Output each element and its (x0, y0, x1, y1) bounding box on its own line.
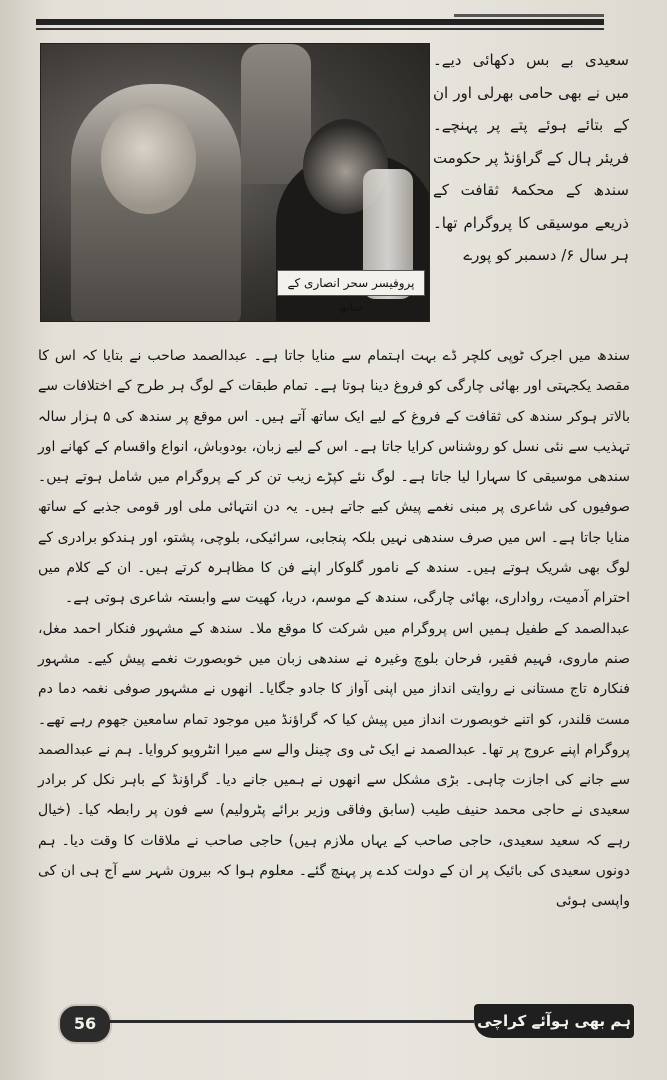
side-paragraph: سعیدی بے بس دکھائی دیے۔ میں نے بھی حامی بھرلی اور ان کے بتائے ہوئے پتے پر پہنچے۔ فریئر ہال کے گراؤنڈ پر حکومت سندھ کے محکمۂ ثقافت کے ذریعے موسیقی کا پروگرام تھا۔ ہر سال ۶/ دسمبر کو پورے (433, 51, 629, 264)
article-photo (40, 43, 430, 322)
body-paragraph-1: سندھ میں اجرک ٹوپی کلچر ڈے بہت اہتمام سے منایا جاتا ہے۔ عبدالصمد صاحب نے بتایا کہ اس کا مقصد یکجہتی اور بھائی چارگی کو فروغ دینا ہوتا ہے۔ تمام طبقات کے لوگ ہر طرح کے اختلافات سے بالاتر ہوکر سندھ کی ثقافت کے فروغ کے لیے ایک ساتھ آتے ہیں۔ اس موقع پر سندھ کی ۵ ہزار سالہ تہذیب سے نئی نسل کو روشناس کرایا جاتا ہے۔ اس کے لیے زبان، بودوباش، انواع واقسام کے کھانے اور سندھی موسیقی کا سہارا لیا جاتا ہے۔ لوگ نئے کپڑے زیب تن کر کے پروگرام میں شامل ہوتے ہیں۔ صوفیوں کی شاعری پر مبنی نغمے پیش کیے جاتے ہیں۔ یہ دن انتہائی ملی اور قومی جذبے کے ساتھ منایا جاتا ہے۔ اس میں صرف سندھی نہیں بلکہ پنجابی، سرائیکی، بلوچی، پشتو، اور ہندکو برادری کے لوگ بھی شریک ہوتے ہیں۔ سندھ کے نامور گلوکار اپنے فن کا مظاہرہ کرتے ہیں۔ ان کے کلام میں احترام آدمیت، رواداری، بھائی چارگی، سندھ کے موسم، دریا، کھیت سے وابستہ شاعری ہوتی ہے۔ (38, 348, 630, 607)
body-paragraph-2: عبدالصمد کے طفیل ہمیں اس پروگرام میں شرکت کا موقع ملا۔ سندھ کے مشہور فنکار احمد مغل، صنم ماروی، فہیم فقیر، فرحان بلوچ وغیرہ نے سندھی زبان میں خوبصورت نغمے پیش کیے۔ مشہور فنکارہ تاج مستانی نے روایتی انداز میں اپنی آواز کا جادو جگایا۔ انھوں نے مشہور صوفی نغمہ دما دم مست قلندر، کو اتنے خوبصورت انداز میں پیش کیا کہ گراؤنڈ میں موجود تمام سامعین جھوم رہے تھے۔ پروگرام اپنے عروج پر تھا۔ عبدالصمد نے ایک ٹی وی چینل والے سے میرا انٹرویو کروایا۔ ہم نے عبدالصمد سے جانے کی اجازت چاہی۔ بڑی مشکل سے انھوں نے ہمیں جانے دیا۔ گراؤنڈ کے باہر نکل کر برادر سعیدی نے حاجی محمد حنیف طیب (سابق وفاقی وزیر برائے پٹرولیم) سے فون پر رابطہ کیا۔ (خیال رہے کہ سعید سعیدی، حاجی صاحب کے یہاں ملازم ہیں) حاجی صاحب نے ملاقات کا وقت دیا۔ ہم دونوں سعیدی کی بائیک پر ان کے دولت کدے پر پہنچ گئے۔ معلوم ہوا کہ بیرون شہر سے آج ہی ان کی واپسی ہوئی (38, 620, 630, 910)
page-number: 56 (58, 1004, 112, 1044)
running-title: ہم بھی ہوآئے کراچی (474, 1004, 634, 1038)
page-footer (40, 1004, 634, 1042)
photo-caption: پروفیسر سحر انصاری کے ساتھ (277, 270, 425, 296)
side-column-text (433, 44, 629, 272)
top-decorative-rule (36, 12, 604, 36)
body-text (38, 341, 630, 917)
footer-divider (108, 1020, 474, 1023)
